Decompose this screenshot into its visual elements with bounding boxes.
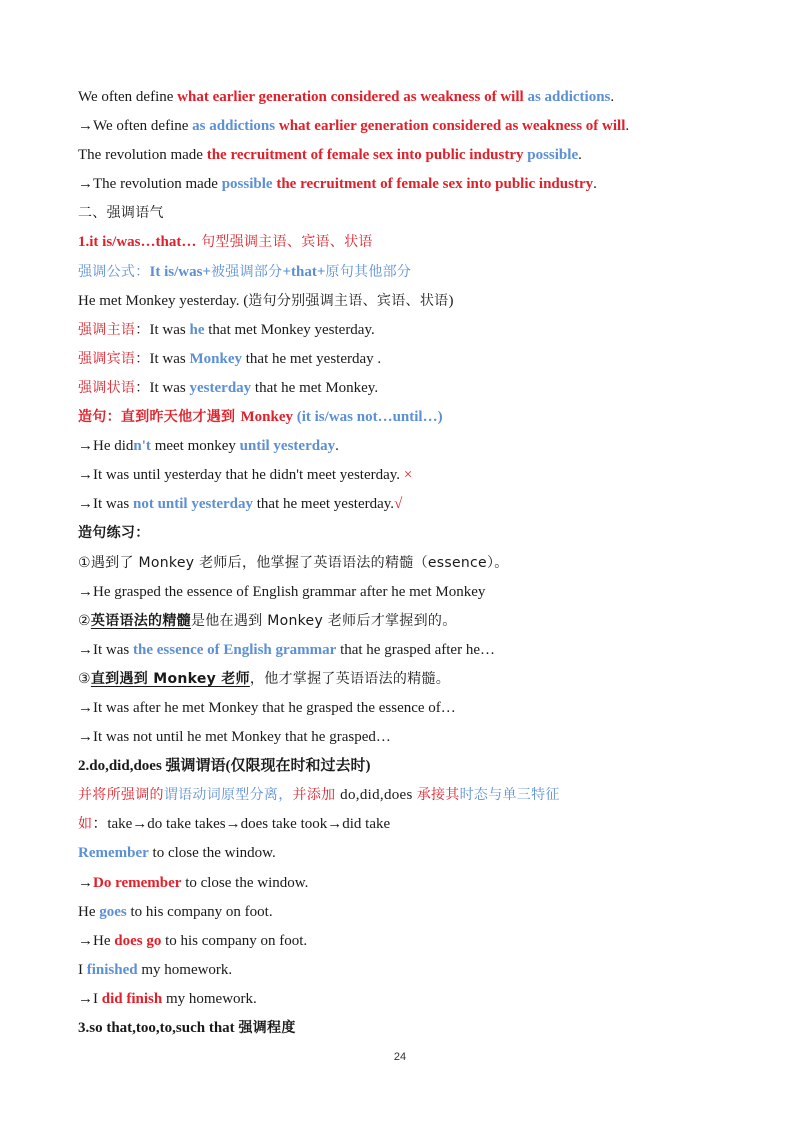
- line-19: ②英语语法的精髓是他在遇到 Monkey 老师后才掌握到的。: [78, 612, 457, 629]
- line-17: ①遇到了 Monkey 老师后，他掌握了英语语法的精髓（essence）。: [78, 554, 509, 571]
- line-27: Remember to close the window.: [78, 845, 276, 862]
- practice-heading: 造句练习：: [78, 525, 150, 542]
- check-mark-icon: √: [394, 496, 403, 513]
- line-23: →It was not until he met Monkey that he grasped…: [78, 729, 391, 746]
- line-11: 强调状语：It was yesterday that he met Monkey.: [78, 379, 379, 396]
- line-26: 如：take→do take takes→does take took→did take: [78, 816, 391, 833]
- line-2: →We often define as addictions what earlier generation considered as weakness of will.: [78, 118, 630, 135]
- line-32: →I did finish my homework.: [78, 990, 257, 1007]
- line-18: →He grasped the essence of English grammar after he met Monkey: [78, 583, 486, 600]
- line-13: →He didn't meet monkey until yesterday.: [78, 438, 339, 455]
- line-4: →The revolution made possible the recruitment of female sex into public industry.: [78, 176, 597, 193]
- wrong-mark-icon: ×: [403, 467, 413, 484]
- subheading-so-that: 3.so that,too,to,such that 强调程度: [78, 1020, 296, 1036]
- line-31: I finished my homework.: [78, 961, 233, 978]
- line-28: →Do remember to close the window.: [78, 874, 309, 891]
- line-25: 并将所强调的谓语动词原型分离，并添加 do,did,does 承接其时态与单三特征: [78, 787, 560, 804]
- line-20: →It was the essence of English grammar that he grasped after he…: [78, 641, 495, 658]
- subheading-it-is-was-that: 1.it is/was…that… 句型强调主语、宾语、状语: [78, 234, 373, 251]
- line-29: He goes to his company on foot.: [78, 903, 273, 920]
- line-30: →He does go to his company on foot.: [78, 932, 308, 949]
- line-12: 造句：直到昨天他才遇到 Monkey (it is/was not…until…): [78, 409, 443, 426]
- line-9: 强调主语：It was he that met Monkey yesterday.: [78, 321, 375, 338]
- page-number: 24: [393, 1051, 407, 1063]
- line-3: The revolution made the recruitment of female sex into public industry possible.: [78, 147, 582, 164]
- section-heading-emphasis: 二、强调语气: [78, 205, 164, 222]
- document-page: [78, 83, 758, 1043]
- line-14: →It was until yesterday that he didn't meet yesterday. ×: [78, 467, 413, 484]
- line-8: He met Monkey yesterday. (造句分别强调主语、宾语、状语): [78, 292, 454, 309]
- line-21: ③直到遇到 Monkey 老师，他才掌握了英语语法的精髓。: [78, 670, 451, 687]
- line-formula: 强调公式：It is/was+被强调部分+that+原句其他部分: [78, 263, 412, 280]
- line-1: We often define what earlier generation considered as weakness of will as addictions.: [78, 89, 615, 105]
- subheading-do-did-does: 2.do,did,does 强调谓语(仅限现在时和过去时): [78, 758, 371, 775]
- line-10: 强调宾语：It was Monkey that he met yesterday .: [78, 350, 382, 367]
- line-15: →It was not until yesterday that he meet yesterday.√: [78, 496, 403, 513]
- line-22: →It was after he met Monkey that he grasped the essence of…: [78, 699, 456, 716]
